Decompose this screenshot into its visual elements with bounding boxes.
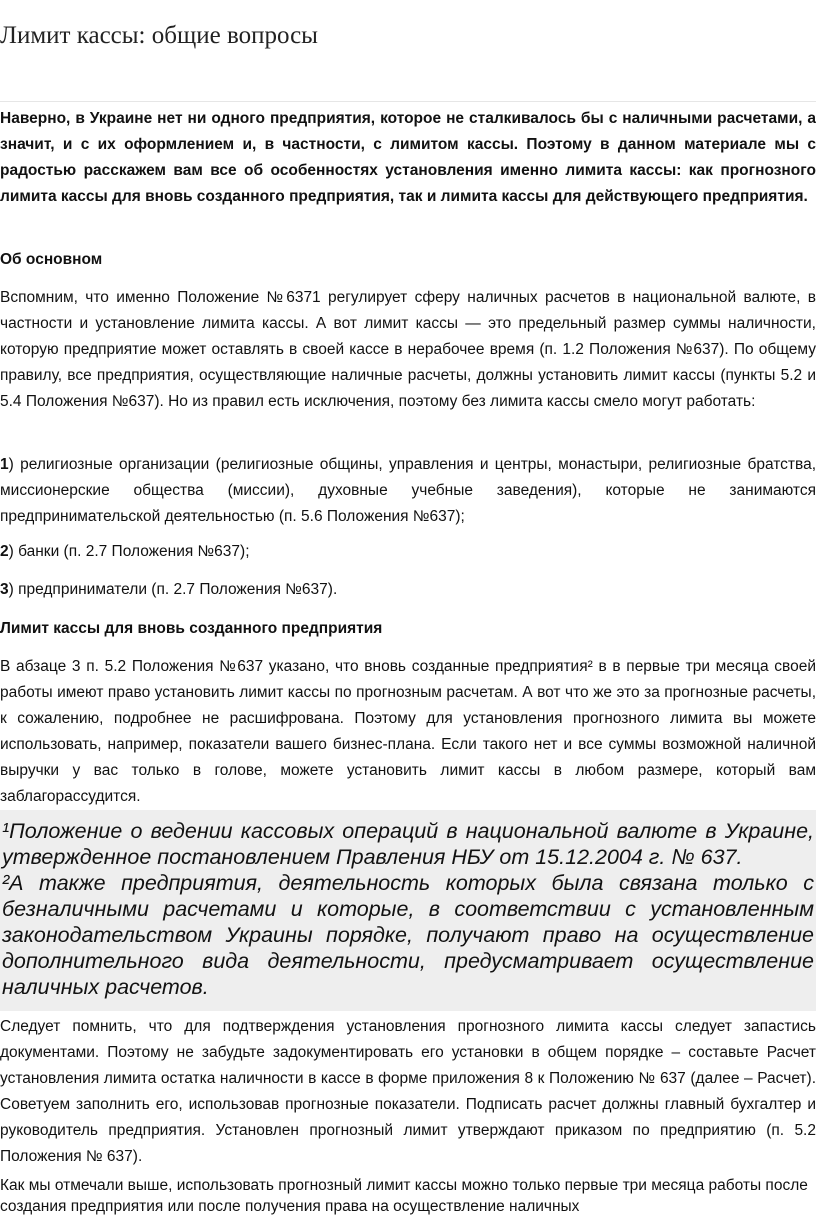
footnote-1: ¹Положение о ведении кассовых операций в национальной валюте в Украине, утвержденное постановлением Правления НБУ от 15.12.2004 г. № 637.: [2, 819, 814, 869]
list-item: [0, 539, 816, 565]
paragraph-limit-period: Как мы отмечали выше, использовать прогнозный лимит кассы можно только первые три месяца работы после создания предприятия или после получения права на осуществление наличных: [0, 1177, 808, 1215]
list-item-number: 3: [0, 581, 9, 598]
paragraph-calculation: Следует помнить, что для подтверждения установления прогнозного лимита кассы следует запастись документами. Поэтому не забудьте задокументировать его установки в общем порядке – составьте Расчет установления лимита остатка наличности в кассе в форме приложения 8 к Положению № 637 (далее – Расчет). Советуем заполнить его, использовав прогнозные показатели. Подписать расчет должны главный бухгалтер и руководитель предприятия. Установлен прогнозный лимит утверждают приказом по предприятию (п. 5.2 Положения № 637).: [0, 1018, 816, 1165]
page-title: Лимит кассы: общие вопросы: [0, 22, 318, 49]
list-item: [0, 577, 816, 603]
title-divider: [0, 101, 816, 102]
section-heading-basics: Об основном: [0, 251, 103, 268]
footnote-2: ²А также предприятия, деятельность которых была связана только с безналичными расчетами и которые, в соответствии с установленным законодательством Украины порядке, получают право на осуществление дополнительного вида деятельности, предусматривает осуществление наличных расчетов.: [2, 871, 814, 999]
section-heading-new-enterprise: Лимит кассы для вновь созданного предприятия: [0, 620, 383, 637]
list-item: [0, 452, 816, 530]
list-item-text: ) религиозные организации (религиозные общины, управления и центры, монастыри, религиозные братства, миссионерские общества (миссии), духовные учебные заведения), которые не занимаются предпринимательской деятельностью (п. 5.6 Положения №637);: [0, 456, 816, 525]
intro-paragraph: Наверно, в Украине нет ни одного предприятия, которое не сталкивалось бы с наличными расчетами, а значит, и с их оформлением и, в частности, с лимитом кассы. Поэтому в данном материале мы с радостью расскажем вам все об особенностях установления именно лимита кассы: как прогнозного лимита кассы для вновь созданного предприятия, так и лимита кассы для действующего предприятия.: [0, 110, 816, 205]
list-item-text: ) банки (п. 2.7 Положения №637);: [8, 543, 250, 560]
list-item-number: 2: [0, 543, 9, 560]
footnotes-box: [0, 810, 816, 1011]
list-item-text: ) предприниматели (п. 2.7 Положения №637).: [8, 581, 338, 598]
section-paragraph-new-enterprise: В абзаце 3 п. 5.2 Положения №637 указано, что вновь созданные предприятия² в в первые три месяца своей работы имеют право установить лимит кассы по прогнозным расчетам. А вот что же это за прогнозные расчеты, к сожалению, подробнее не расшифрована. Поэтому для установления прогнозного лимита вы можете использовать, например, показатели вашего бизнес-плана. Если такого нет и все суммы возможной наличной выручки у вас только в голове, можете установить лимит кассы в любом размере, который вам заблагорассудится.: [0, 658, 816, 805]
section-paragraph-basics: Вспомним, что именно Положение №6371 регулирует сферу наличных расчетов в национальной валюте, в частности и установление лимита кассы. А вот лимит кассы — это предельный размер суммы наличности, которую предприятие может оставлять в своей кассе в нерабочее время (п. 1.2 Положения №637). По общему правилу, все предприятия, осуществляющие наличные расчеты, должны установить лимит кассы (пункты 5.2 и 5.4 Положения №637). Но из правил есть исключения, поэтому без лимита кассы смело могут работать:: [0, 289, 816, 410]
list-item-number: 1: [0, 456, 9, 473]
